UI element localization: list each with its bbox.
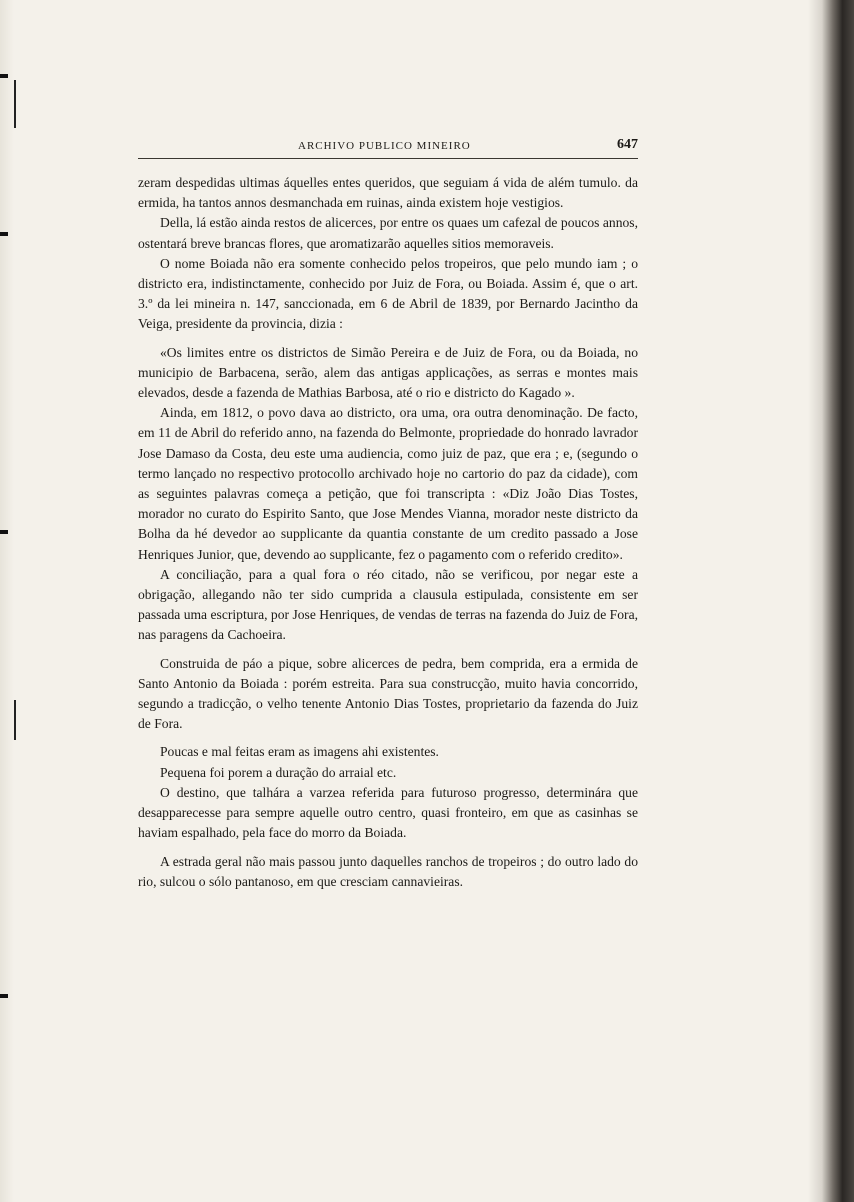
paragraph: Poucas e mal feitas eram as imagens ahi existentes. [160, 744, 439, 760]
edge-mark [0, 994, 8, 998]
paragraph: zeram despedidas ultimas áquelles entes queridos, que seguiam á vida de além tumulo. da ermida, ha tantos annos desmanchada em ruinas, ainda existem hoje vestigios. [138, 175, 638, 211]
paragraph: Construida de páo a pique, sobre alicerces de pedra, bem comprida, era a ermida de Santo Antonio da Boiada : porém estreita. Para sua construcção, muito havia concorrido, segundo a tradicção, o velho tenente Antonio Dias Tostes, proprietario da fazenda do Juiz de Fora. [138, 655, 638, 732]
paragraph: Ainda, em 1812, o povo dava ao districto, ora uma, ora outra denominação. De facto, em 11 de Abril do referido anno, na fazenda do Belmonte, propriedade do honrado lavrador Jose Damaso da Costa, deu este uma audiencia, como juiz de paz, que era ; e, (segundo o termo lançado no respectivo protocollo archivado hoje no cartorio do paz da cidade), com as seguintes palavras começa a petição, que foi transcripta : «Diz João Dias Tostes, morador no curato do Espirito Santo, que Jose Mendes Vianna, morador neste districto da Bolha da hé devedor ao supplicante da quantia constante de um credito passado a Jose Henriques Junior, que, devendo ao supplicante, fez o pagamento com o referido credito». [138, 405, 638, 562]
edge-mark [0, 232, 8, 236]
paragraph: Della, lá estão ainda restos de alicerces, por entre os quaes um cafezal de poucos annos, ostentará breve brancas flores, que aromatizarão aquelles sitios memoraveis. [138, 215, 638, 251]
book-page [138, 136, 638, 892]
body-text [138, 173, 638, 892]
paragraph: A estrada geral não mais passou junto daquelles ranchos de tropeiros ; do outro lado do rio, sulcou o sólo pantanoso, em que cresciam cannavieiras. [138, 853, 638, 889]
edge-mark [0, 74, 8, 78]
running-title: ARCHIVO PUBLICO MINEIRO [298, 140, 471, 152]
paragraph: O nome Boiada não era somente conhecido pelos tropeiros, que pelo mundo iam ; o districto era, indistinctamente, conhecido por Juiz de Fora, ou Boiada. Assim é, que o art. 3.º da lei mineira n. 147, sanccionada, em 6 de Abril de 1839, por Bernardo Jacintho da Veiga, presidente da provincia, dizia : [138, 255, 638, 332]
paragraph: Pequena foi porem a duração do arraial etc. [160, 764, 397, 780]
edge-line [14, 700, 16, 740]
edge-mark [0, 530, 8, 534]
left-page-edge [0, 0, 14, 1202]
paragraph: «Os limites entre os districtos de Simão Pereira e de Juiz de Fora, ou da Boiada, no municipio de Barbacena, serão, alem das antigas applicações, as serras e montes mais elevados, desde a fazenda de Mathias Barbosa, até o rio e districto do Kagado ». [138, 344, 638, 401]
paragraph: O destino, que talhára a varzea referida para futuroso progresso, determinára que desapparecesse para sempre aquelle outro centro, quasi fronteiro, em que as casinhas se haviam espalhado, pela face do morro da Boiada. [138, 784, 638, 841]
page-number: 647 [617, 137, 638, 152]
edge-line [14, 80, 16, 128]
book-spine-shadow [808, 0, 854, 1202]
paragraph: A conciliação, para a qual fora o réo citado, não se verificou, por negar este a obrigação, allegando não ter sido cumprida a clausula estipulada, consistente em ser passada uma escriptura, por Jose Henriques, de vendas de terras na fazenda do Juiz de Fora, nas paragens da Cachoeira. [138, 566, 638, 643]
running-header [138, 136, 638, 159]
